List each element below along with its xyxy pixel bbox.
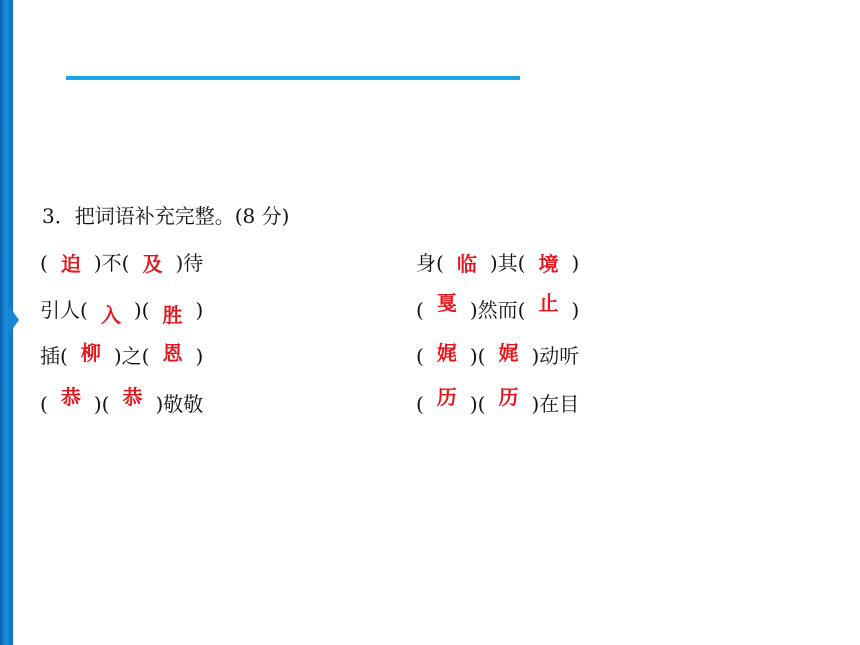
question-title: 3．把词语补充完整。(8 分): [42, 204, 290, 228]
answer-char: 迫: [60, 252, 81, 276]
idiom-mid: 不: [101, 251, 122, 275]
answer-char: 历: [436, 385, 457, 409]
answer-char: 柳: [80, 341, 101, 365]
idiom-left: 插( 柳 )之( 恩 ): [40, 341, 203, 371]
answer-char: 恩: [162, 341, 183, 365]
answer-char: 恭: [122, 385, 143, 409]
answer-blank: [525, 248, 571, 278]
idiom-row: [0, 385, 860, 423]
answer-char: 临: [456, 252, 477, 276]
idiom-row: [0, 291, 860, 329]
answer-blank: [88, 295, 134, 325]
answer-blank: [48, 248, 94, 278]
answer-blank: [109, 385, 155, 419]
idiom-suffix: 待: [183, 251, 204, 275]
answer-char: 娓: [436, 341, 457, 365]
answer-blank: [149, 341, 195, 371]
idiom-left: ( 迫 )不( 及 )待: [40, 248, 203, 278]
answer-blank: [424, 341, 470, 371]
idiom-suffix: 在目: [539, 392, 580, 416]
idiom-left: 引人( 入 )( 胜 ): [40, 295, 203, 325]
idiom-prefix: 身: [416, 251, 436, 275]
answer-blank: [129, 248, 175, 278]
idiom-suffix: 敬敬: [163, 392, 204, 416]
answer-char: 历: [498, 385, 519, 409]
answer-char: 戛: [436, 291, 457, 315]
idiom-prefix: 插: [40, 344, 60, 368]
answer-blank: [485, 385, 531, 419]
idiom-mid: 之: [121, 344, 142, 368]
answer-blank: [525, 291, 571, 325]
answer-blank: [48, 385, 94, 419]
answer-char: 境: [538, 252, 559, 276]
idiom-right: ( 娓 )( 娓 )动听: [416, 341, 579, 371]
answer-char: 恭: [60, 385, 81, 409]
idiom-mid: 然而: [477, 298, 518, 322]
answer-blank: [424, 385, 470, 419]
answer-char: 胜: [162, 303, 183, 327]
answer-blank: [424, 291, 470, 325]
idiom-mid: 其: [497, 251, 518, 275]
idiom-left: ( 恭 )( 恭 )敬敬: [40, 389, 203, 419]
idiom-suffix: 动听: [539, 344, 580, 368]
answer-blank: [485, 341, 531, 371]
title-divider: [66, 76, 520, 80]
answer-blank: [68, 341, 114, 371]
idiom-prefix: 引人: [40, 298, 80, 322]
answer-char: 止: [538, 291, 559, 315]
answer-blank: [149, 295, 195, 325]
idiom-right: ( 戛 )然而( 止 ): [416, 295, 579, 325]
answer-char: 娓: [498, 341, 519, 365]
idiom-right: 身( 临 )其( 境 ): [416, 248, 579, 278]
answer-char: 入: [100, 303, 121, 327]
idiom-right: ( 历 )( 历 )在目: [416, 389, 579, 419]
idiom-row: [0, 248, 860, 282]
answer-blank: [444, 248, 490, 278]
answer-char: 及: [142, 252, 163, 276]
idiom-row: [0, 341, 860, 375]
